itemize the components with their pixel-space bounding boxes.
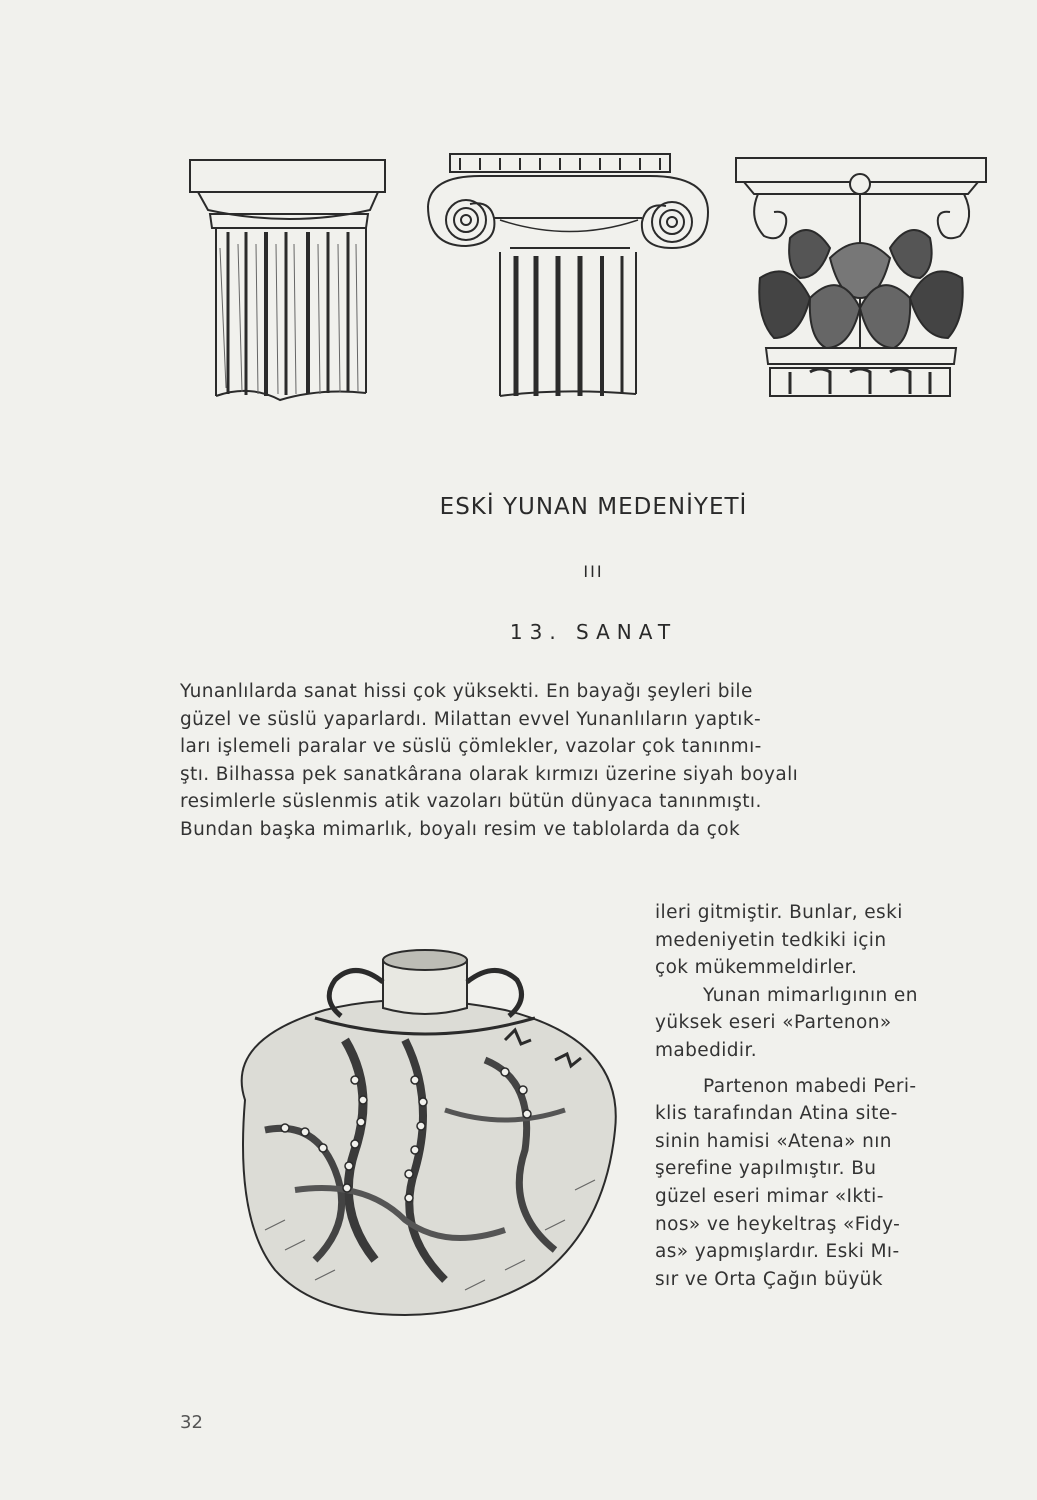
side-column-text — [655, 899, 985, 1293]
body-line: ştı. Bilhassa pek sanatkârana olarak kırmızı üzerine siyah boyalı — [180, 763, 799, 785]
body-line: ları işlemeli paralar ve süslü çömlekler, vazolar çok tanınmı- — [180, 736, 762, 758]
side-line: Partenon mabedi Peri- — [703, 1075, 917, 1097]
side-line: mabedidir. — [655, 1039, 758, 1061]
side-line: güzel eseri mimar «Ikti- — [655, 1185, 884, 1207]
body-paragraph — [180, 678, 980, 844]
paragraph-gap — [655, 1065, 985, 1073]
side-line: Yunan mimarlıgının en — [703, 984, 918, 1006]
section-title: 13. SANAT — [509, 620, 678, 644]
ionic-capital-drawing — [428, 154, 708, 396]
side-line: klis tarafından Atina site- — [655, 1103, 898, 1125]
doric-capital-drawing — [190, 160, 385, 400]
body-line: Bundan başka mimarlık, boyalı resim ve tablolarda da çok — [180, 818, 741, 840]
side-line: sinin hamisi «Atena» nın — [655, 1130, 892, 1152]
decorated-vase-illustration — [205, 930, 645, 1330]
side-line: çok mükemmeldirler. — [655, 957, 858, 979]
side-line: yüksek eseri «Partenon» — [655, 1012, 892, 1034]
side-line: sır ve Orta Çağın büyük — [655, 1268, 883, 1290]
side-line: medeniyetin tedkiki için — [655, 929, 887, 951]
side-line: as» yapmışlardır. Eski Mı- — [655, 1241, 900, 1263]
side-line: şerefine yapılmıştır. Bu — [655, 1158, 877, 1180]
side-line: ileri gitmiştir. Bunlar, eski — [655, 902, 903, 923]
page-number: 32 — [180, 1412, 203, 1433]
body-line: Yunanlılarda sanat hissi çok yüksekti. En bayağı şeyleri bile — [180, 681, 753, 702]
corinthian-capital-drawing — [736, 158, 986, 396]
chapter-title: ESKİ YUNAN MEDENİYETİ — [439, 494, 748, 520]
side-line: nos» ve heykeltraş «Fidy- — [655, 1213, 901, 1235]
part-number: III — [583, 562, 604, 581]
body-line: resimlerle süslenmis atik vazoları bütün dünyaca tanınmıştı. — [180, 791, 762, 813]
greek-column-capitals-illustration — [180, 148, 1000, 416]
body-line: güzel ve süslü yaparlardı. Milattan evvel Yunanlıların yaptık- — [180, 708, 762, 730]
